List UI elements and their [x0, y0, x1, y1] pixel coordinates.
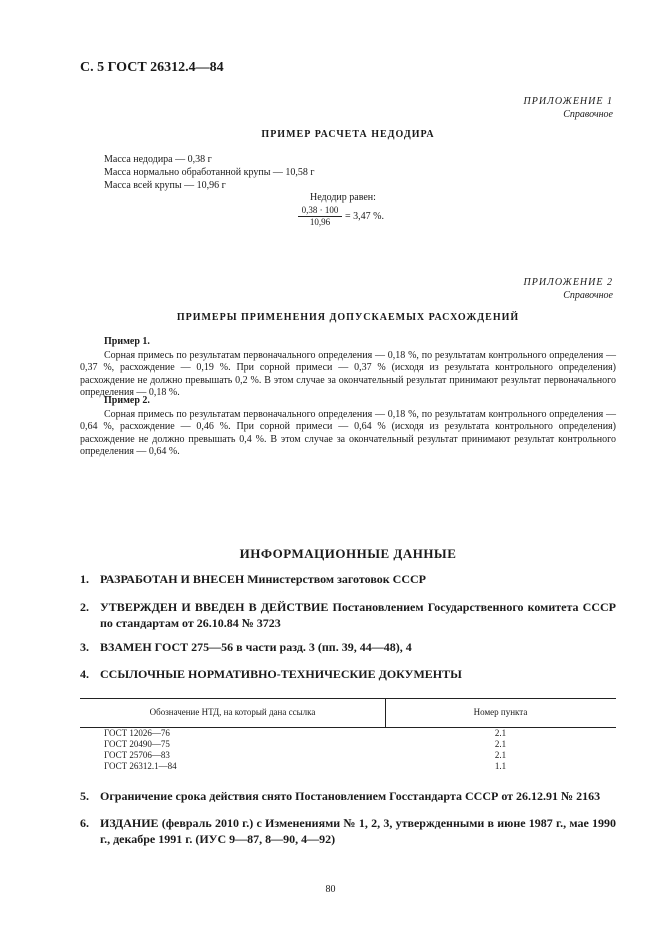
- appendix-2-kind: Справочное: [563, 290, 613, 301]
- formula-result: = 3,47 %.: [345, 211, 384, 222]
- calc-line-3: Масса всей крупы — 10,96 г: [104, 180, 226, 191]
- info-item-1-head: РАЗРАБОТАН И ВНЕСЕН: [100, 572, 245, 586]
- example-2-label: Пример 2.: [104, 395, 150, 406]
- table-row: ГОСТ 12026—76: [104, 728, 170, 738]
- table-row: ГОСТ 26312.1—84: [104, 761, 177, 771]
- table-row-item: 1.1: [494, 761, 507, 771]
- info-item-2: [80, 599, 616, 631]
- info-item-4: [80, 666, 616, 682]
- info-item-6-number: 6.: [80, 816, 89, 830]
- formula-fraction: [298, 205, 342, 227]
- example-1-text: Сорная примесь по результатам первоначального определения — 0,18 %, по результатам контрольного определения — 0,37 %, расхождение — 0,19 %. При сорной примеси — 0,37 % (исходя из результата контрольного определения) расхождение не должно превышать 0,2 %. В этом случае за окончательный результат принимают результат первоначального определения — 0,18 %.: [80, 349, 616, 398]
- table-header-item: Номер пункта: [473, 707, 528, 717]
- table-top-rule: [80, 698, 616, 699]
- info-item-5-number: 5.: [80, 789, 89, 803]
- info-item-3-rest: в части разд. 3 (пп. 39, 44—48), 4: [233, 640, 412, 654]
- example-1-label: Пример 1.: [104, 336, 150, 347]
- appendix-2-heading: ПРИМЕРЫ ПРИМЕНЕНИЯ ДОПУСКАЕМЫХ РАСХОЖДЕНИЙ: [176, 312, 520, 323]
- info-item-4-number: 4.: [80, 667, 89, 681]
- info-item-6-rest: (февраль 2010 г.) с Изменениями № 1, 2, 3, утвержденными в июне 1987 г., мае 1990 г., декабре 1991 г. (ИУС 9—87, 8—90, 4—92): [100, 816, 616, 846]
- info-item-6-head: ИЗДАНИЕ: [100, 816, 159, 830]
- appendix-2-label: [524, 276, 614, 302]
- appendix-2-title: ПРИЛОЖЕНИЕ 2: [523, 277, 613, 288]
- info-item-1-number: 1.: [80, 572, 89, 586]
- table-row-item: 2.1: [494, 739, 507, 749]
- page-header: С. 5 ГОСТ 26312.4—84: [80, 60, 224, 75]
- info-item-5-text: Ограничение срока действия снято Постановлением Госстандарта СССР от 26.12.91 № 2163: [100, 789, 601, 803]
- table-doc-column: [104, 728, 177, 772]
- appendix-1-title: ПРИЛОЖЕНИЕ 1: [523, 96, 613, 107]
- info-item-3: [80, 639, 616, 655]
- table-item-column: [385, 728, 616, 772]
- info-item-2-head: УТВЕРЖДЕН И ВВЕДЕН В ДЕЙСТВИЕ: [100, 600, 329, 614]
- info-item-2-rest: Постановлением Государственного комитета СССР по стандартам от 26.10.84 № 3723: [100, 600, 616, 630]
- info-item-4-head: ССЫЛОЧНЫЕ НОРМАТИВНО-ТЕХНИЧЕСКИЕ ДОКУМЕНТЫ: [100, 667, 462, 681]
- table-row: ГОСТ 25706—83: [104, 750, 170, 760]
- info-item-2-number: 2.: [80, 600, 89, 614]
- example-2: [80, 395, 616, 459]
- info-item-1: [80, 571, 616, 587]
- info-title: ИНФОРМАЦИОННЫЕ ДАННЫЕ: [239, 546, 457, 561]
- table-row-item: 2.1: [494, 750, 507, 760]
- info-item-3-head: ВЗАМЕН ГОСТ 275—56: [100, 640, 234, 654]
- formula-numerator: 0,38 · 100: [301, 205, 339, 215]
- page-number: 80: [325, 884, 336, 895]
- table-row-item: 2.1: [494, 728, 507, 738]
- result-label: Недодир равен:: [310, 192, 376, 203]
- info-item-6: [80, 815, 616, 847]
- calc-line-2: Масса нормально обработанной крупы — 10,58 г: [104, 167, 315, 178]
- formula-denominator: 10,96: [298, 216, 342, 227]
- info-item-3-number: 3.: [80, 640, 89, 654]
- table-row: ГОСТ 20490—75: [104, 739, 170, 749]
- appendix-1-label: [524, 95, 614, 121]
- appendix-1-kind: Справочное: [563, 109, 613, 120]
- info-item-1-rest: Министерством заготовок СССР: [244, 572, 426, 586]
- example-1: [80, 336, 616, 400]
- calc-line-1: Масса недодира — 0,38 г: [104, 154, 212, 165]
- example-2-text: Сорная примесь по результатам первоначального определения — 0,18 %, по результатам контрольного определения — 0,64 %, расхождение — 0,46 %. При сорной примеси — 0,64 % (исходя из результата контрольного определения) расхождение не должно превышать 0,4 %. В этом случае за окончательный результат принимают результат контрольного определения — 0,64 %.: [80, 408, 616, 457]
- info-item-5: [80, 788, 616, 804]
- appendix-1-heading: ПРИМЕР РАСЧЕТА НЕДОДИРА: [261, 129, 435, 140]
- table-header-doc: Обозначение НТД, на который дана ссылка: [149, 707, 316, 717]
